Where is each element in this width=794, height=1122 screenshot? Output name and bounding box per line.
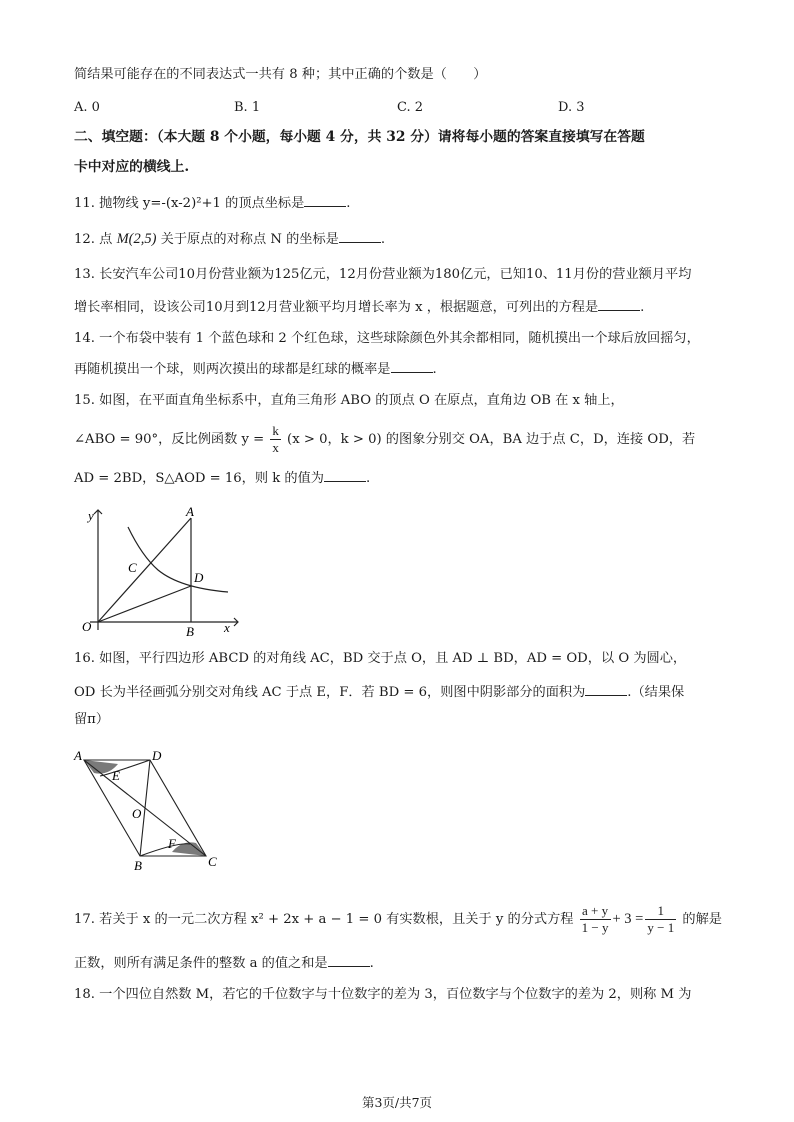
question-17-line-1 xyxy=(74,903,722,936)
period: . xyxy=(369,956,374,971)
question-12-text: 关于原点的对称点 N 的坐标是 xyxy=(160,232,339,247)
question-15-line-3 xyxy=(74,468,370,488)
page-footer: 第3页/共7页 xyxy=(361,1095,433,1110)
question-14-text: 再随机摸出一个球，则两次摸出的球都是红球的概率是 xyxy=(74,362,391,377)
fraction-denominator: x xyxy=(272,440,279,455)
question-10-tail: 简结果可能存在的不同表达式一共有 8 种；其中正确的个数是（ ） xyxy=(74,67,487,82)
answer-blank xyxy=(324,468,366,482)
answer-blank xyxy=(339,229,381,243)
answer-blank xyxy=(598,297,640,311)
question-16-line-1: 16. 如图，平行四边形 ABCD 的对角线 AC，BD 交于点 O，且 AD ⊥ BD，AD = OD，以 O 为圆心， xyxy=(74,651,687,666)
period: . xyxy=(640,300,645,315)
label-d: D xyxy=(194,570,204,585)
question-13-text: 增长率相同，设该公司10月到12月营业额平均月增长率为 x ，根据题意，可列出的方程是 xyxy=(74,300,599,315)
label-a: A xyxy=(186,504,194,519)
question-13-line-2 xyxy=(74,297,644,317)
question-11 xyxy=(74,193,350,213)
figure-15-coordinate-graph xyxy=(70,500,250,640)
fraction-a-plus-y xyxy=(580,903,611,936)
question-16-line-2 xyxy=(74,682,684,702)
figure-16-parallelogram xyxy=(70,746,230,876)
question-15-line-2 xyxy=(74,423,695,456)
label-y: y xyxy=(88,508,94,523)
period: . xyxy=(432,362,437,377)
question-11-text: 11. 抛物线 y=-(x-2)²+1 的顶点坐标是 xyxy=(74,196,305,211)
question-18-line-1: 18. 一个四位自然数 M，若它的千位数字与十位数字的差为 3，百位数字与个位数字的差为 2，则称 M 为 xyxy=(74,987,692,1002)
label-o: O xyxy=(132,806,142,821)
label-e: E xyxy=(112,768,120,783)
label-d: D xyxy=(152,748,162,763)
section-title-line-1: 二、填空题：（本大题 8 个小题，每小题 4 分，共 32 分）请将每小题的答案直接填写在答题 xyxy=(74,129,645,145)
question-12 xyxy=(74,229,385,249)
question-15-line-1: 15. 如图，在平面直角坐标系中，直角三角形 ABO 的顶点 O 在原点，直角边 OB 在 x 轴上， xyxy=(74,393,624,408)
fraction-numerator: 1 xyxy=(645,903,676,920)
label-b: B xyxy=(186,624,194,639)
label-b: B xyxy=(134,858,142,873)
label-o: O xyxy=(82,619,92,634)
question-14-line-2 xyxy=(74,359,437,379)
hyperbola-curve xyxy=(128,527,228,592)
option-b: B. 1 xyxy=(234,100,261,115)
answer-blank xyxy=(304,193,346,207)
label-a: A xyxy=(74,748,82,763)
question-15-condition-2: (x > 0，k > 0) 的图象分别交 OA，BA 边于点 C，D，连接 OD，若 xyxy=(287,432,696,447)
segment-od xyxy=(98,586,191,622)
option-c: C. 2 xyxy=(397,100,424,115)
option-a: A. 0 xyxy=(74,100,100,115)
fraction-one-over-y-minus-1 xyxy=(645,903,676,936)
diagonal-bd xyxy=(140,760,150,856)
question-17-text-end: 的解是 xyxy=(682,912,722,927)
option-d: D. 3 xyxy=(558,100,585,115)
question-12-prefix: 12. 点 xyxy=(74,232,113,247)
question-14-line-1: 14. 一个布袋中装有 1 个蓝色球和 2 个红色球，这些球除颜色外其余都相同，随机摸出一个球后放回摇匀， xyxy=(74,331,700,346)
period: . xyxy=(380,232,386,247)
point-m: M(2,5) xyxy=(116,231,157,247)
fraction-denominator: y − 1 xyxy=(647,920,675,935)
fraction-numerator: a + y xyxy=(580,903,611,920)
question-17-text: 17. 若关于 x 的一元二次方程 x² + 2x + a − 1 = 0 有实数根，且关于 y 的分式方程 xyxy=(74,912,574,927)
fraction-numerator: k xyxy=(272,423,279,438)
question-16-line-3: 留π） xyxy=(74,712,110,727)
section-title-line-2: 卡中对应的横线上. xyxy=(74,159,190,175)
answer-blank xyxy=(585,682,627,696)
period: . xyxy=(346,196,351,211)
equation-middle: + 3 = xyxy=(612,911,644,927)
question-15-condition: ∠ABO = 90°，反比例函数 y = xyxy=(74,432,265,447)
question-17-text-2: 正数，则所有满足条件的整数 a 的值之和是 xyxy=(74,956,328,971)
label-c: C xyxy=(208,854,217,869)
label-c: C xyxy=(128,560,137,575)
question-13-line-1: 13. 长安汽车公司10月份营业额为125亿元，12月份营业额为180亿元，已知10、11月份的营业额月平均 xyxy=(74,267,692,282)
question-16-text-end: .（结果保 xyxy=(627,685,685,700)
answer-blank xyxy=(391,359,433,373)
fraction-denominator: 1 − y xyxy=(581,920,609,935)
label-f: F xyxy=(168,836,176,851)
question-15-text: AD = 2BD，S△AOD = 16，则 k 的值为 xyxy=(74,471,324,486)
question-17-line-2 xyxy=(74,953,374,973)
period: . xyxy=(365,471,371,486)
fraction-k-over-x xyxy=(270,423,281,456)
label-x: x xyxy=(224,620,230,635)
segment-oa xyxy=(98,518,191,622)
answer-blank xyxy=(328,953,370,967)
question-16-text: OD 长为半径画弧分别交对角线 AC 于点 E，F．若 BD = 6，则图中阴影部分的面积为 xyxy=(74,685,586,700)
